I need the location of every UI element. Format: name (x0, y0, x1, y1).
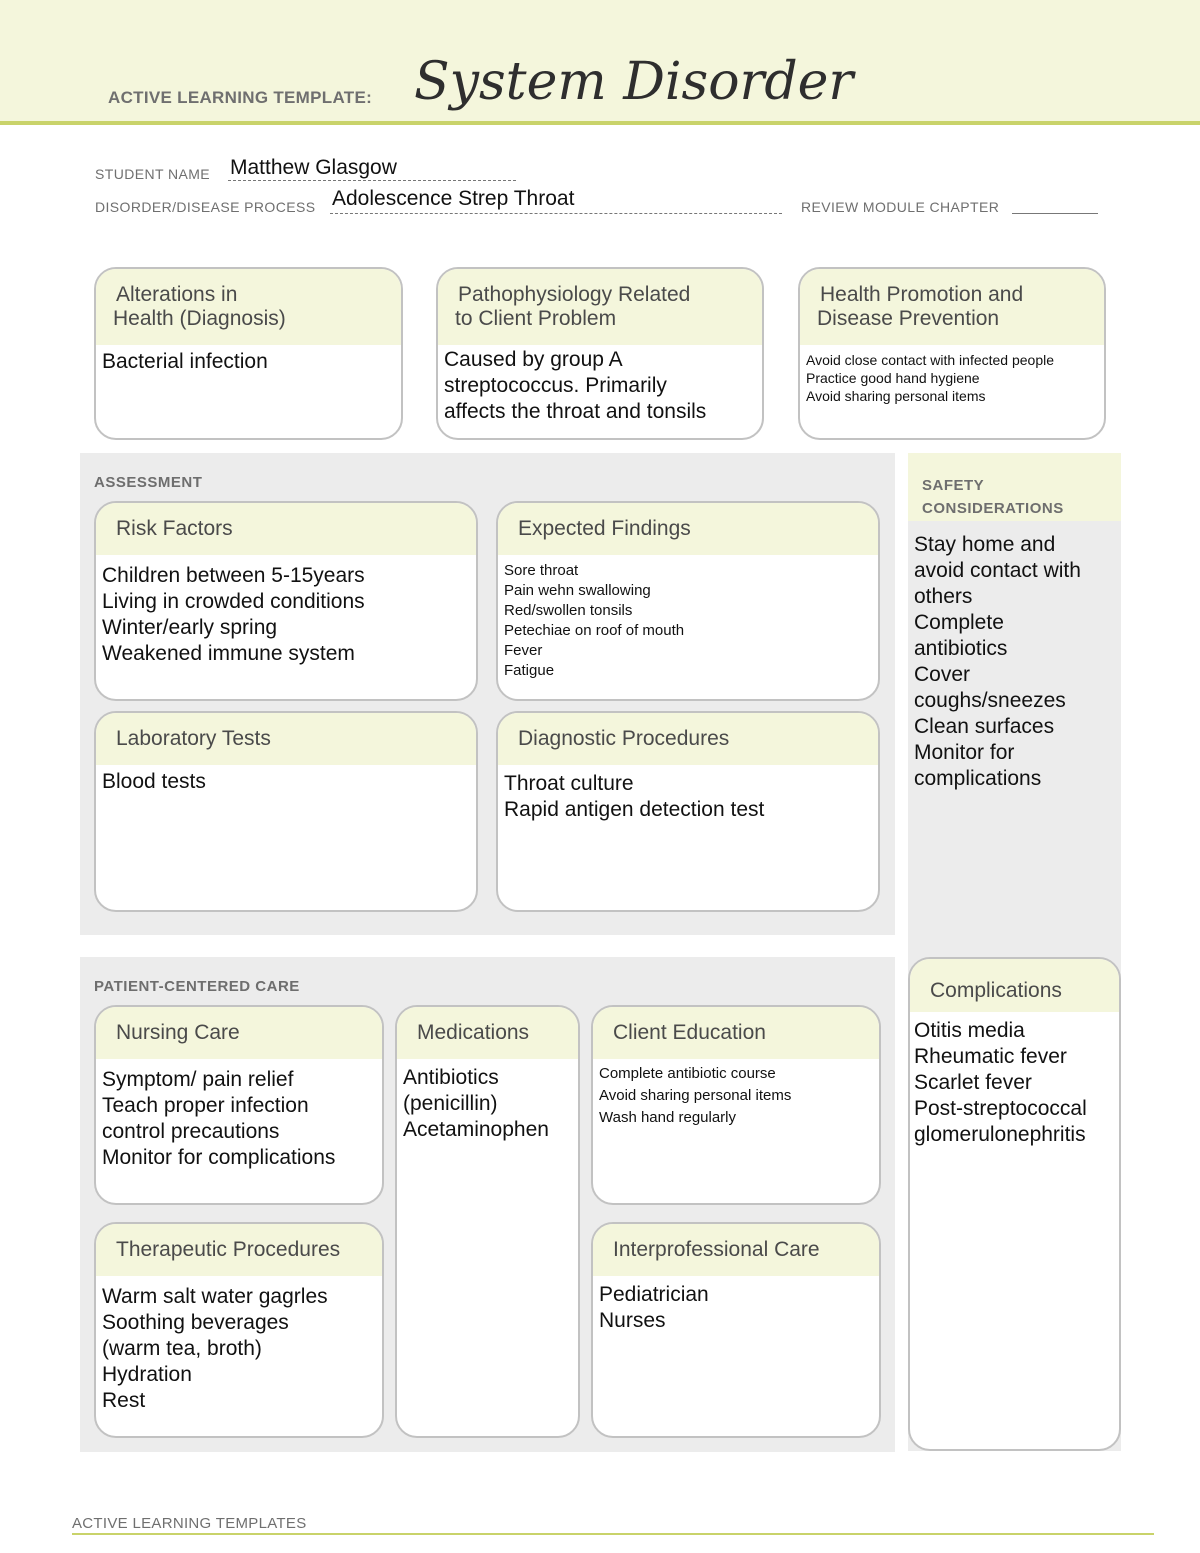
complications-box (908, 957, 1121, 1451)
nursing-care-content[interactable]: Symptom/ pain relief Teach proper infection control precautions Monitor for complications (102, 1068, 336, 1169)
health-promotion-box (798, 267, 1106, 440)
expected-findings-content[interactable]: Sore throat Pain wehn swallowing Red/swollen tonsils Petechiae on roof of mouth Fever Fatigue (504, 562, 685, 679)
expected-findings-title: Expected Findings (498, 503, 878, 555)
client-education-title: Client Education (593, 1007, 879, 1059)
medications-box (395, 1005, 580, 1438)
header-rule (0, 121, 1200, 125)
risk-factors-box (94, 501, 478, 701)
student-name-underline (228, 180, 516, 181)
diagnostic-procedures-box (496, 711, 880, 912)
client-education-content[interactable]: Complete antibiotic course Avoid sharing personal items Wash hand regularly (599, 1065, 792, 1126)
alterations-box (94, 267, 403, 440)
expected-findings-box (496, 501, 880, 701)
nursing-care-title: Nursing Care (96, 1007, 382, 1059)
health-promotion-content[interactable]: Avoid close contact with infected people Practice good hand hygiene Avoid sharing personal items (806, 352, 1055, 404)
student-name-field[interactable]: Matthew Glasgow (230, 156, 397, 179)
footer-label: ACTIVE LEARNING TEMPLATES (72, 1515, 307, 1532)
pathophysiology-box (436, 267, 764, 440)
laboratory-tests-box (94, 711, 478, 912)
health-promotion-title: Health Promotion and Disease Prevention (800, 269, 1104, 345)
complications-content[interactable]: Otitis media Rheumatic fever Scarlet fever Post-streptococcal glomerulonephritis (914, 1019, 1087, 1146)
review-chapter-label: REVIEW MODULE CHAPTER (801, 199, 1000, 215)
patient-care-label: PATIENT-CENTERED CARE (94, 978, 300, 995)
laboratory-tests-title: Laboratory Tests (96, 713, 476, 765)
medications-content[interactable]: Antibiotics (penicillin) Acetaminophen (403, 1066, 549, 1141)
interprofessional-care-title: Interprofessional Care (593, 1224, 879, 1276)
review-chapter-field[interactable] (1012, 213, 1098, 214)
interprofessional-care-content[interactable]: Pediatrician Nurses (599, 1283, 709, 1332)
assessment-label: ASSESSMENT (94, 474, 203, 491)
diagnostic-procedures-content[interactable]: Throat culture Rapid antigen detection test (504, 772, 765, 821)
therapeutic-procedures-title: Therapeutic Procedures (96, 1224, 382, 1276)
complications-title: Complications (910, 959, 1119, 1012)
template-label: ACTIVE LEARNING TEMPLATE: (108, 88, 373, 107)
laboratory-tests-content[interactable]: Blood tests (102, 770, 206, 793)
disorder-underline (330, 213, 782, 214)
pathophysiology-title: Pathophysiology Related to Client Problem (438, 269, 762, 345)
template-title: System Disorder (414, 52, 854, 112)
medications-title: Medications (397, 1007, 578, 1059)
therapeutic-procedures-content[interactable]: Warm salt water gagrles Soothing beverages (warm tea, broth) Hydration Rest (102, 1285, 328, 1412)
alterations-content[interactable]: Bacterial infection (102, 350, 268, 373)
risk-factors-content[interactable]: Children between 5-15years Living in crowded conditions Winter/early spring Weakened immune system (102, 564, 365, 665)
risk-factors-title: Risk Factors (96, 503, 476, 555)
student-name-label: STUDENT NAME (95, 166, 210, 182)
pathophysiology-content[interactable]: Caused by group A streptococcus. Primarily affects the throat and tonsils (444, 348, 707, 423)
safety-label: SAFETY CONSIDERATIONS (922, 477, 1064, 517)
client-education-box (591, 1005, 881, 1205)
alterations-title: Alterations in Health (Diagnosis) (96, 269, 401, 345)
therapeutic-procedures-box (94, 1222, 384, 1438)
nursing-care-box (94, 1005, 384, 1205)
interprofessional-care-box (591, 1222, 881, 1438)
disorder-label: DISORDER/DISEASE PROCESS (95, 199, 316, 215)
footer-rule (72, 1533, 1154, 1535)
disorder-field[interactable]: Adolescence Strep Throat (332, 187, 575, 210)
diagnostic-procedures-title: Diagnostic Procedures (498, 713, 878, 765)
safety-content[interactable]: Stay home and avoid contact with others Complete antibiotics Cover coughs/sneezes Clean surfaces Monitor for complications (914, 533, 1081, 790)
